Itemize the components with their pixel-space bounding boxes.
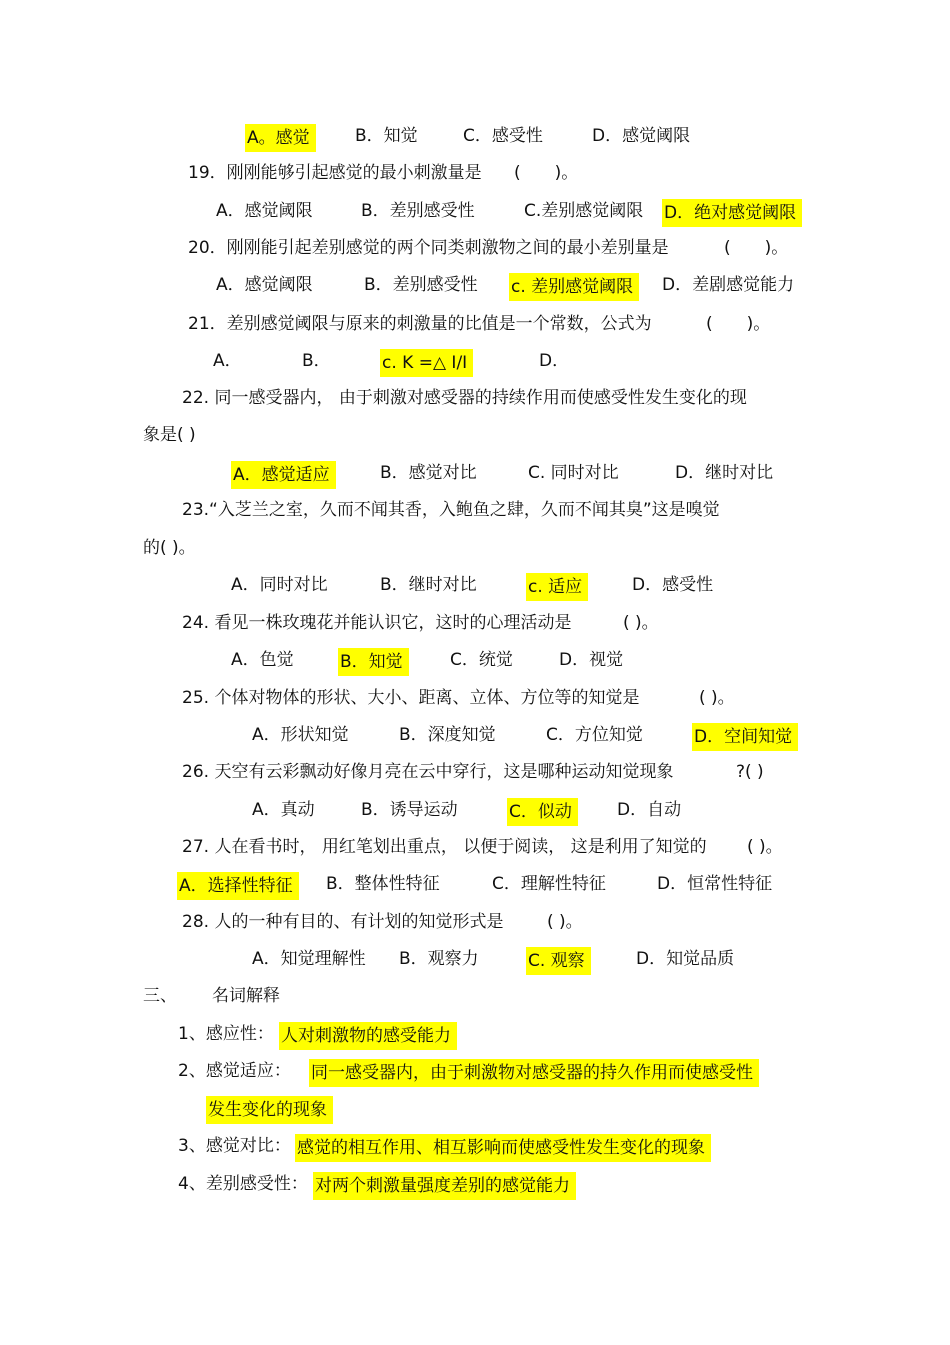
q28-stem: 28. 人的一种有目的、有计划的知觉形式是 (182, 912, 504, 932)
q25-option-b: B．深度知觉 (399, 725, 496, 745)
q26-option-d: D．自动 (617, 800, 682, 820)
q18-option-d: D．感觉阈限 (592, 126, 691, 146)
q19-option-b: B．差别感受性 (361, 201, 475, 221)
q28-option-c: C. 观察 (526, 947, 591, 975)
q24-option-c: C．统觉 (450, 650, 513, 670)
q28-option-b: B．观察力 (399, 949, 479, 969)
q23-option-c: c. 适应 (526, 573, 588, 601)
q28-paren: ( )。 (547, 912, 583, 932)
q25-option-c: C．方位知觉 (546, 725, 643, 745)
q20-option-b: B．差别感受性 (364, 275, 478, 295)
q27-option-b: B．整体性特征 (326, 874, 440, 894)
q26-stem: 26. 天空有云彩飘动好像月亮在云中穿行，这是哪种运动知觉现象 (182, 762, 674, 782)
section-3-number: 三、 (143, 986, 177, 1006)
q19-option-c: C.差别感觉阈限 (524, 201, 644, 221)
q21-option-a: A． (213, 351, 242, 371)
term-4-label: 4、差别感受性： (178, 1174, 308, 1194)
q21-option-d: D． (539, 351, 570, 371)
q19-stem: 19．刚刚能够引起感觉的最小刺激量是 (188, 163, 482, 183)
q28-option-d: D．知觉品质 (636, 949, 735, 969)
q20-option-a: A．感觉阈限 (216, 275, 313, 295)
term-1-definition: 人对刺激物的感受能力 (279, 1022, 457, 1050)
q27-option-c: C．理解性特征 (492, 874, 606, 894)
q21-option-c: c. K =△ I/I (380, 349, 473, 377)
q21-stem: 21．差别感觉阈限与原来的刺激量的比值是一个常数，公式为 (188, 314, 652, 334)
q26-option-b: B．诱导运动 (361, 800, 458, 820)
q25-option-d: D．空间知觉 (692, 723, 798, 751)
term-3-label: 3、感觉对比： (178, 1136, 291, 1156)
section-3-title: 名词解释 (212, 986, 280, 1006)
q21-paren: ( )。 (706, 314, 771, 334)
q23-option-b: B．继时对比 (380, 575, 477, 595)
q26-paren: ?( ) (736, 762, 764, 782)
q26-option-a: A．真动 (252, 800, 315, 820)
q18-option-b: B．知觉 (355, 126, 418, 146)
q20-paren: ( )。 (724, 238, 789, 258)
term-4-definition: 对两个刺激量强度差别的感觉能力 (313, 1172, 576, 1200)
q19-paren: ( )。 (514, 163, 579, 183)
q22-option-d: D．继时对比 (675, 463, 774, 483)
term-2-definition-line1: 同一感受器内，由于刺激物对感受器的持久作用而使感受性 (309, 1059, 759, 1087)
q23-option-d: D．感受性 (632, 575, 714, 595)
q24-paren: ( )。 (623, 613, 659, 633)
q27-stem: 27. 人在看书时， 用红笔划出重点， 以便于阅读， 这是利用了知觉的 (182, 837, 707, 857)
q18-option-c: C．感受性 (463, 126, 543, 146)
q26-option-c: C．似动 (507, 798, 578, 826)
q25-option-a: A．形状知觉 (252, 725, 349, 745)
term-3-definition: 感觉的相互作用、相互影响而使感受性发生变化的现象 (295, 1134, 711, 1162)
q20-option-c: c. 差别感觉阈限 (509, 273, 639, 301)
q27-option-d: D．恒常性特征 (657, 874, 773, 894)
q22-option-a: A．感觉适应 (231, 461, 336, 489)
term-1-label: 1、感应性： (178, 1024, 274, 1044)
q22-stem-line1: 22. 同一感受器内， 由于刺激对感受器的持续作用而使感受性发生变化的现 (182, 388, 747, 408)
q28-option-a: A．知觉理解性 (252, 949, 366, 969)
q21-option-b: B． (302, 351, 331, 371)
q24-option-d: D．视觉 (559, 650, 624, 670)
q22-option-b: B．感觉对比 (380, 463, 477, 483)
q24-stem: 24. 看见一株玫瑰花并能认识它，这时的心理活动是 (182, 613, 572, 633)
term-2-label: 2、感觉适应： (178, 1061, 291, 1081)
q25-paren: ( )。 (699, 688, 735, 708)
q27-option-a: A．选择性特征 (177, 872, 299, 900)
q19-option-a: A．感觉阈限 (216, 201, 313, 221)
q23-stem-line2: 的( )。 (143, 538, 196, 558)
q22-stem-line2: 象是( ) (143, 425, 196, 445)
q23-stem-line1: 23.“入芝兰之室，久而不闻其香，入鲍鱼之肆，久而不闻其臭”这是嗅觉 (182, 500, 720, 520)
q23-option-a: A．同时对比 (231, 575, 328, 595)
q18-option-a: A。感觉 (245, 124, 316, 152)
q20-option-d: D．差剧感觉能力 (662, 275, 795, 295)
q20-stem: 20．刚刚能引起差别感觉的两个同类刺激物之间的最小差别量是 (188, 238, 669, 258)
q25-stem: 25. 个体对物体的形状、大小、距离、立体、方位等的知觉是 (182, 688, 640, 708)
q19-option-d: D．绝对感觉阈限 (662, 199, 802, 227)
q22-option-c: C. 同时对比 (528, 463, 619, 483)
term-2-definition-line2: 发生变化的现象 (206, 1096, 333, 1124)
q24-option-b: B．知觉 (338, 648, 409, 676)
q27-paren: ( )。 (747, 837, 783, 857)
q24-option-a: A．色觉 (231, 650, 294, 670)
